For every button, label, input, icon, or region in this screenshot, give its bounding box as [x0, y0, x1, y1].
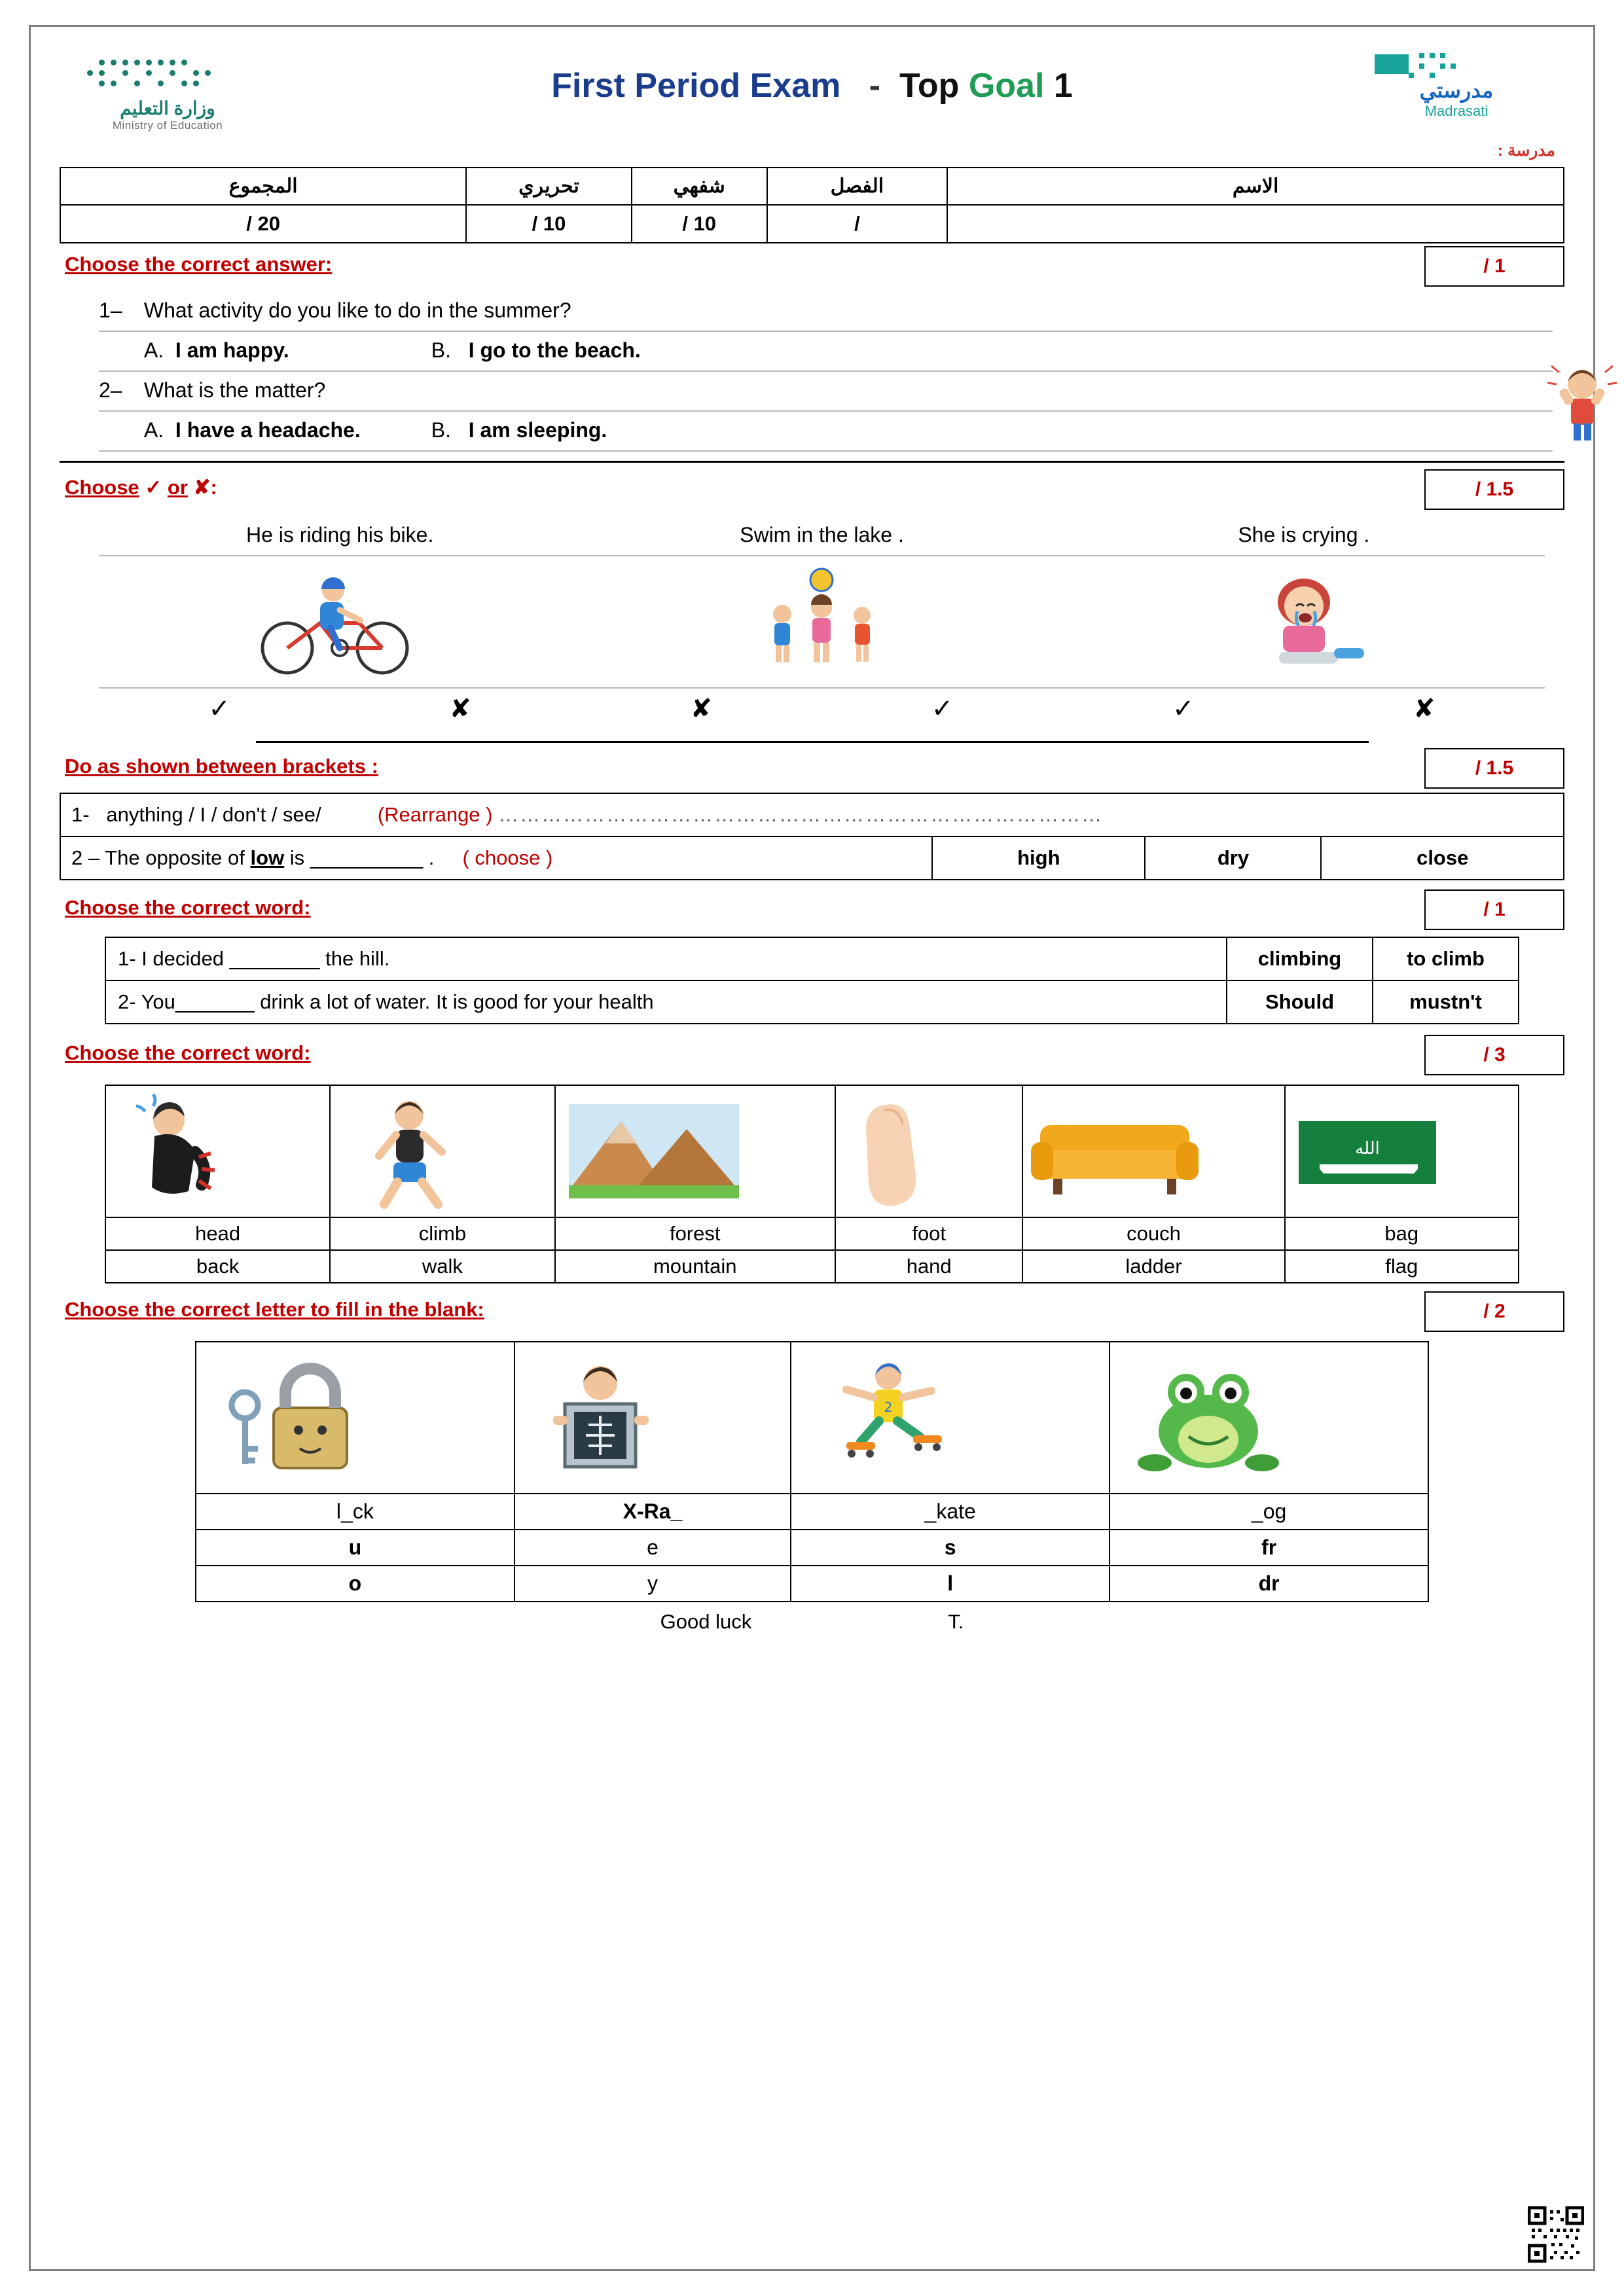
boy-headache-image — [1533, 359, 1624, 444]
question-2-option-b-label: B. — [431, 418, 452, 442]
marks-header-total: المجموع — [60, 168, 466, 205]
vocab-option-head[interactable]: head — [105, 1217, 330, 1250]
table-row — [196, 1566, 1428, 1602]
question-1-text: What activity do you like to do in the summer? — [143, 298, 571, 322]
qr-code-image — [1528, 2206, 1584, 2263]
item-1-check-option[interactable]: ✓ — [208, 694, 230, 723]
section-2-title-colon: : — [210, 476, 217, 499]
ministry-name-arabic: وزارة التعليم — [120, 98, 215, 118]
madrasati-dots-icon — [1348, 50, 1564, 78]
answer-blank[interactable]: ………………………………………………………………………… — [498, 803, 1104, 826]
vocab-option-hand[interactable]: hand — [835, 1250, 1023, 1283]
letter-option-3a[interactable]: s — [791, 1530, 1110, 1566]
couch-image — [1022, 1085, 1284, 1217]
girl-crying-image — [1063, 556, 1545, 689]
section-4-title: Choose the correct word: — [65, 896, 311, 919]
question-2-text: What is the matter? — [143, 378, 326, 402]
page-title — [276, 39, 1348, 105]
word-row-2-option-1[interactable]: Should — [1227, 980, 1373, 1024]
item-3-cross-option[interactable]: ✘ — [1413, 694, 1435, 723]
table-row — [196, 1342, 1428, 1494]
divider — [256, 741, 1369, 743]
vocab-option-couch[interactable]: couch — [1022, 1217, 1284, 1250]
question-2-option-a-label: A. — [143, 418, 164, 442]
letter-option-3b[interactable]: l — [791, 1566, 1110, 1602]
brackets-row-2-number: 2 – — [71, 846, 100, 869]
marks-value-name — [947, 205, 1564, 243]
letter-word-3: _kate — [791, 1494, 1110, 1530]
brackets-option-high[interactable]: high — [932, 836, 1145, 880]
page-header — [60, 39, 1564, 137]
sentence-3: She is crying . — [1063, 516, 1545, 556]
person-walking-image — [330, 1085, 554, 1217]
item-1-cross-option[interactable]: ✘ — [449, 694, 471, 723]
vocab-option-back[interactable]: back — [105, 1250, 330, 1283]
mountain-image — [555, 1085, 835, 1217]
vocab-option-walk[interactable]: walk — [330, 1250, 554, 1283]
section-2-title-pre: Choose — [65, 476, 139, 499]
marks-value-oral: / 10 — [632, 205, 767, 243]
table-row — [105, 1085, 1519, 1217]
letter-option-2a[interactable]: e — [514, 1530, 791, 1566]
vocab-option-bag[interactable]: bag — [1285, 1217, 1519, 1250]
exam-sheet — [29, 25, 1595, 2271]
section-4 — [60, 887, 1564, 930]
table-row — [105, 937, 1519, 980]
section-1-mark: / 1 — [1424, 246, 1564, 287]
brackets-row-2-instruction: ( choose ) — [462, 846, 553, 869]
letter-option-2b[interactable]: y — [514, 1566, 791, 1602]
section-5 — [60, 1032, 1564, 1075]
section-3-mark: / 1.5 — [1424, 748, 1564, 789]
marks-header-oral: شفهي — [632, 168, 767, 205]
question-1-option-b-label: B. — [431, 338, 452, 362]
boy-riding-bike-image — [99, 556, 581, 689]
brackets-row-2-text-after: is __________ . — [284, 846, 435, 869]
section-3-title: Do as shown between brackets : — [65, 755, 378, 778]
title-main: First Period Exam — [551, 67, 841, 105]
section-6 — [60, 1289, 1564, 1332]
section-1 — [60, 243, 1564, 287]
marks-value-written: / 10 — [466, 205, 632, 243]
cross-icon: ✘ — [193, 476, 211, 499]
table-row — [196, 1494, 1428, 1530]
section-2 — [60, 467, 1564, 510]
question-2-option-a[interactable]: I have a headache. — [175, 418, 361, 442]
madrasati-name-english: Madrasati — [1424, 103, 1489, 119]
word-row-1-text: 1- I decided ________ the hill. — [105, 937, 1227, 980]
title-number: 1 — [1053, 67, 1073, 105]
vocab-option-foot[interactable]: foot — [835, 1217, 1023, 1250]
word-choice-table — [105, 937, 1519, 1024]
section-2-images — [99, 556, 1545, 689]
section-2-answer-marks — [99, 689, 1545, 726]
title-top: Top — [899, 67, 960, 105]
sentence-1: He is riding his bike. — [99, 516, 581, 556]
sentence-2: Swim in the lake . — [581, 516, 1062, 556]
table-row — [60, 205, 1564, 243]
vocab-option-ladder[interactable]: ladder — [1022, 1250, 1284, 1283]
item-3-check-option[interactable]: ✓ — [1172, 694, 1195, 723]
section-2-title — [65, 476, 217, 499]
question-2-option-b[interactable]: I am sleeping. — [468, 418, 607, 442]
vocab-option-flag[interactable]: flag — [1285, 1250, 1519, 1283]
x-ray-image — [514, 1342, 791, 1494]
letter-word-2: X-Ra_ — [514, 1494, 791, 1530]
brackets-row-1 — [60, 793, 1564, 836]
section-1-questions — [99, 292, 1553, 452]
school-field-label: مدرسة : — [1497, 141, 1555, 160]
table-row — [105, 980, 1519, 1024]
madrasati-logo — [1348, 39, 1564, 120]
section-2-grid — [99, 516, 1545, 726]
back-pain-image — [105, 1085, 330, 1217]
marks-header-name: الاسم — [947, 168, 1564, 205]
saudi-flag-image — [1285, 1085, 1519, 1217]
letter-option-4a[interactable]: fr — [1110, 1530, 1428, 1566]
marks-header-written: تحريري — [466, 168, 632, 205]
question-1-options — [99, 332, 1553, 372]
table-row — [60, 168, 1564, 205]
question-1-option-a[interactable]: I am happy. — [175, 338, 289, 362]
question-1-option-b[interactable]: I go to the beach. — [468, 338, 641, 362]
section-5-title: Choose the correct word: — [65, 1041, 311, 1064]
picture-vocab-table — [105, 1085, 1519, 1283]
foot-image — [835, 1085, 1023, 1217]
svg-text:2: 2 — [884, 1399, 893, 1415]
ministry-name-english: Ministry of Education — [112, 119, 223, 132]
vocab-option-climb[interactable]: climb — [330, 1217, 554, 1250]
section-6-mark: / 2 — [1424, 1291, 1564, 1332]
section-1-title: Choose the correct answer: — [65, 253, 333, 276]
question-2 — [99, 372, 1553, 412]
word-row-2-option-2[interactable]: mustn't — [1373, 980, 1519, 1024]
letter-option-4b[interactable]: dr — [1110, 1566, 1428, 1602]
section-5-mark: / 3 — [1424, 1035, 1564, 1075]
brackets-table — [60, 793, 1564, 880]
brackets-row-2-word: low — [250, 846, 285, 869]
teacher-label: T. — [948, 1610, 964, 1633]
frog-image — [1110, 1342, 1428, 1494]
letter-word-1: l_ck — [196, 1494, 514, 1530]
children-playing-ball-image — [581, 556, 1062, 689]
section-3 — [60, 745, 1564, 789]
divider — [60, 461, 1564, 463]
ministry-dots-icon — [60, 57, 276, 94]
section-2-sentences — [99, 516, 1545, 556]
word-row-1-option-2[interactable]: to climb — [1373, 937, 1519, 980]
letter-word-4: _og — [1110, 1494, 1428, 1530]
key-and-lock-image — [196, 1342, 514, 1494]
check-icon: ✓ — [145, 476, 162, 499]
letter-option-1b[interactable]: o — [196, 1566, 514, 1602]
question-2-number: 2– — [99, 378, 122, 402]
item-2-cross-option[interactable]: ✘ — [690, 694, 713, 723]
section-6-title: Choose the correct letter to fill in the blank: — [65, 1298, 484, 1321]
brackets-option-close[interactable]: close — [1321, 836, 1564, 880]
ministry-logo — [60, 39, 276, 132]
section-2-title-or: or — [167, 476, 188, 499]
boy-skating-image — [791, 1342, 1110, 1494]
brackets-row-2 — [60, 836, 932, 880]
brackets-row-1-instruction: (Rearrange ) — [377, 803, 493, 826]
letter-option-1a[interactable]: u — [196, 1530, 514, 1566]
good-luck-text: Good luck — [660, 1610, 752, 1633]
title-dash: - — [869, 67, 881, 105]
brackets-row-1-number: 1- — [71, 803, 90, 826]
section-2-mark: / 1.5 — [1424, 469, 1564, 510]
marks-table — [60, 167, 1564, 243]
marks-value-class: / — [767, 205, 948, 243]
letters-table — [195, 1341, 1429, 1602]
section-4-mark: / 1 — [1424, 889, 1564, 930]
table-row — [105, 1250, 1519, 1283]
word-row-1-option-1[interactable]: climbing — [1227, 937, 1373, 980]
page-footer — [60, 1610, 1564, 1634]
question-1-option-a-label: A. — [143, 338, 164, 362]
table-row — [105, 1217, 1519, 1250]
marks-value-total: / 20 — [60, 205, 466, 243]
table-row — [196, 1530, 1428, 1566]
marks-header-class: الفصل — [767, 168, 948, 205]
brackets-option-dry[interactable]: dry — [1145, 836, 1321, 880]
word-row-2-text: 2- You_______ drink a lot of water. It is good for your health — [105, 980, 1227, 1024]
question-1 — [99, 292, 1553, 332]
madrasati-name-arabic: مدرستي — [1419, 79, 1494, 102]
vocab-option-mountain[interactable]: mountain — [555, 1250, 835, 1283]
vocab-option-forest[interactable]: forest — [555, 1217, 835, 1250]
title-goal: Goal — [968, 67, 1045, 105]
question-1-number: 1– — [99, 298, 122, 322]
svg-text:الله: الله — [1354, 1139, 1380, 1158]
brackets-row-1-text: anything / I / don't / see/ — [106, 803, 321, 826]
question-2-options — [99, 412, 1553, 452]
item-2-check-option[interactable]: ✓ — [931, 694, 954, 723]
table-row — [60, 793, 1564, 836]
brackets-row-2-text-before: The opposite of — [105, 846, 251, 869]
table-row — [60, 836, 1564, 880]
